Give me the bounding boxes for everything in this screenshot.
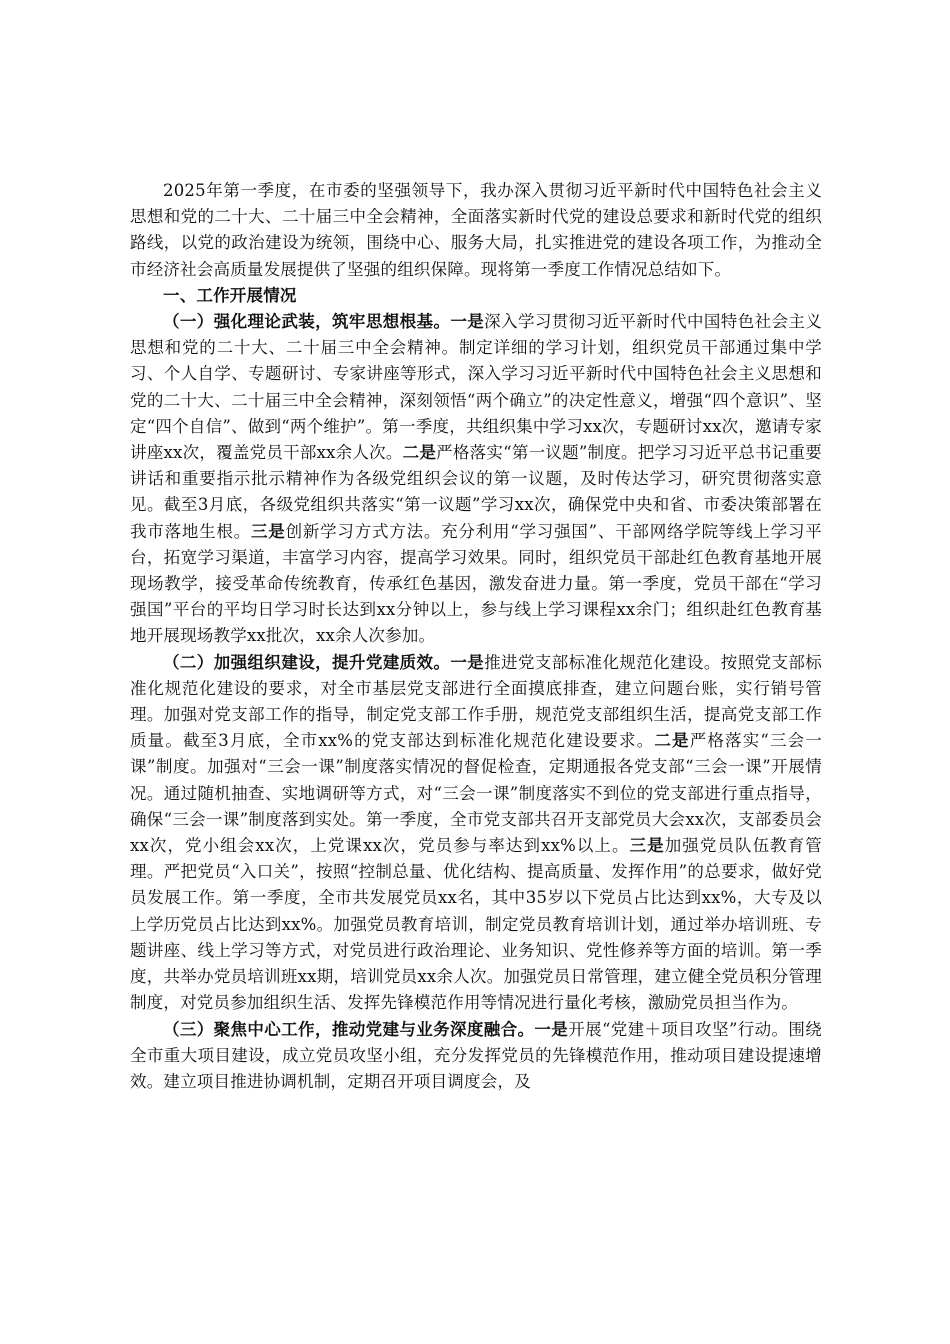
subsection-3-paragraph <box>130 1017 822 1096</box>
point-text: 创新学习方式方法。充分利用“学习强国”、干部网络学院等线上学习平台，拓宽学习渠道，丰富学习内容，提高学习效果。同时，组织党员干部赴红色教育基地开展现场教学，接受革命传统教育，传承红色基因，激发奋进力量。第一季度，党员干部在“学习强国”平台的平均日学习时长达到xx分钟以上，参与线上学习课程xx余门；组织赴红色教育基地开展现场教学xx批次，xx余人次参加。 <box>130 521 822 646</box>
point-lead: 三是 <box>629 836 665 856</box>
section-heading <box>130 283 822 309</box>
point-text: 推进党支部标准化规范化建设。按照党支部标准化规范化建设的要求，对全市基层党支部进行全面摸底排查，建立问题台账，实行销号管理。加强对党支部工作的指导，制定党支部工作手册，规范党支部组织生活，提高党支部工作质量。截至3月底，全市xx%的党支部达到标准化规范化建设要求。 <box>130 652 822 751</box>
subsection-1-paragraph <box>130 309 822 650</box>
subsection-2-paragraph <box>130 650 822 1017</box>
point-text: 严格落实“第一议题”制度。把学习习近平总书记重要讲话和重要指示批示精神作为各级党组织会议的第一议题，及时传达学习，研究贯彻落实意见。截至3月底，各级党组织共落实“第一议题”学习xx次，确保党中央和省、市委决策部署在我市落地生根。 <box>130 443 823 541</box>
point-text: 深入学习贯彻习近平新时代中国特色社会主义思想和党的二十大、二十届三中全会精神。制定详细的学习计划，组织党员干部通过集中学习、个人自学、专题研讨、专家讲座等形式，深入学习习近平新时代中国特色社会主义思想和党的二十大、二十届三中全会精神，深刻领悟“两个确立”的决定性意义，增强“四个意识”、坚定“四个自信”、做到“两个维护”。第一季度，共组织集中学习xx次，专题研讨xx次，邀请专家讲座xx次，覆盖党员干部xx余人次。 <box>130 312 822 463</box>
point-lead: 二是 <box>402 443 437 463</box>
point-lead: 三是 <box>251 521 286 541</box>
point-text: 加强党员队伍教育管理。严把党员“入口关”，按照“控制总量、优化结构、提高质量、发挥作用”的总要求，做好党员发展工作。第一季度，全市共发展党员xx名，其中35岁以下党员占比达到xx%，大专及以上学历党员占比达到xx%。加强党员教育培训，制定党员教育培训计划，通过举办培训班、专题讲座、线上学习等方式，对党员进行政治理论、业务知识、党性修养等方面的培训。第一季度，共举办党员培训班xx期，培训党员xx余人次。加强党员日常管理，建立健全党员积分管理制度，对党员参加组织生活、发挥先锋模范作用等情况进行量化考核，激励党员担当作为。 <box>130 836 822 1013</box>
intro-paragraph <box>130 178 822 283</box>
subsection-1-title: （一）强化理论武装，筑牢思想根基。 <box>163 312 451 332</box>
point-lead: 一是 <box>450 312 485 332</box>
point-text: 开展“党建＋项目攻坚”行动。围绕全市重大项目建设，成立党员攻坚小组，充分发挥党员的先锋模范作用，推动项目建设提速增效。建立项目推进协调机制，定期召开项目调度会，及 <box>130 1019 822 1091</box>
subsection-3-title: （三）聚焦中心工作，推动党建与业务深度融合。 <box>163 1019 535 1039</box>
intro-text: 2025年第一季度，在市委的坚强领导下，我办深入贯彻习近平新时代中国特色社会主义思想和党的二十大、二十届三中全会精神，全面落实新时代党的建设总要求和新时代党的组织路线，以党的政治建设为统领，围绕中心、服务大局，扎实推进党的建设各项工作，为推动全市经济社会高质量发展提供了坚强的组织保障。现将第一季度工作情况总结如下。 <box>130 181 822 279</box>
point-lead: 一是 <box>450 652 485 672</box>
point-lead: 一是 <box>534 1019 569 1039</box>
subsection-2-title: （二）加强组织建设，提升党建质效。 <box>163 652 451 672</box>
point-lead: 二是 <box>654 731 690 751</box>
document-body <box>130 178 822 1095</box>
section-heading-text: 一、工作开展情况 <box>163 285 297 305</box>
point-text: 严格落实“三会一课”制度。加强对“三会一课”制度落实情况的督促检查，定期通报各党支部“三会一课”开展情况。通过随机抽查、实地调研等方式，对“三会一课”制度落实不到位的党支部进行重点指导，确保“三会一课”制度落到实处。第一季度，全市党支部共召开支部党员大会xx次，支部委员会xx次，党小组会xx次，上党课xx次，党员参与率达到xx%以上。 <box>130 731 822 856</box>
